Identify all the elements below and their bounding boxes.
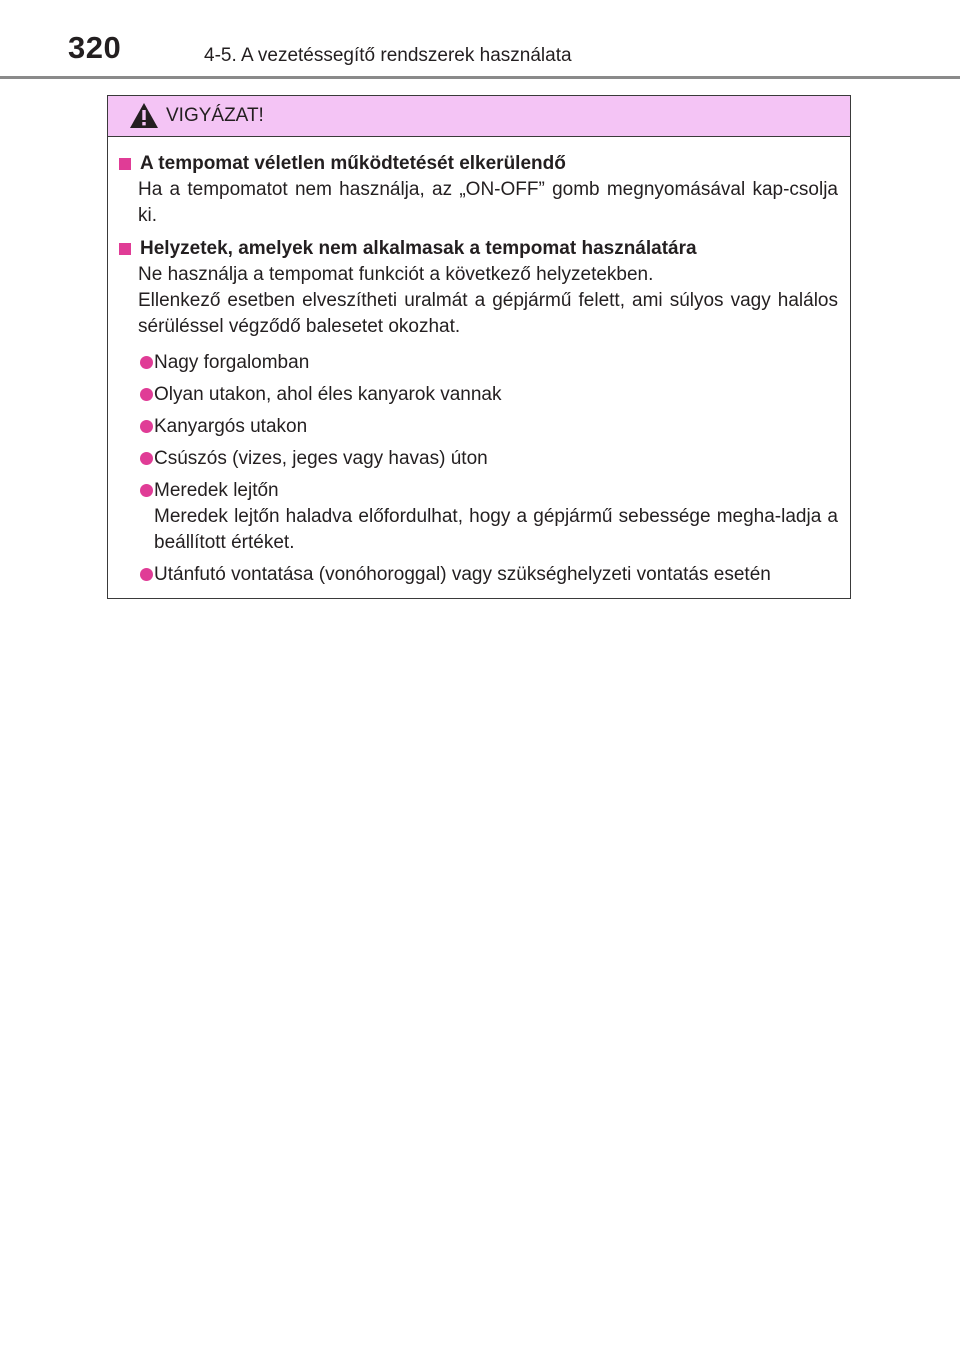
list-item [118, 562, 838, 588]
list-item [118, 414, 838, 440]
list-item [118, 350, 838, 376]
list-item [118, 478, 838, 556]
circle-bullet-icon [140, 420, 153, 433]
page-header [0, 0, 960, 82]
list-item-text: Olyan utakon, ahol éles kanyarok vannak [154, 384, 502, 405]
section-paragraph: Ellenkező esetben elveszítheti uralmát a gépjármű felett, ami súlyos vagy halálos sérüléssel végződő balesetet okozhat. [138, 290, 838, 337]
list-item [118, 446, 838, 472]
square-bullet-icon [119, 243, 131, 255]
section-heading-text: Helyzetek, amelyek nem alkalmasak a tempomat használatára [140, 238, 697, 259]
list-item-text: Kanyargós utakon [154, 416, 308, 437]
section-paragraph: Ne használja a tempomat funkciót a következő helyzetekben. [138, 264, 654, 285]
square-bullet-icon [119, 158, 131, 170]
circle-bullet-icon [140, 484, 153, 497]
header-rule [0, 76, 960, 79]
list-item-text: Csúszós (vizes, jeges vagy havas) úton [154, 448, 488, 469]
page-number: 320 [68, 30, 122, 65]
section-heading [118, 151, 838, 177]
section-title: 4-5. A vezetéssegítő rendszerek használata [204, 45, 572, 66]
caution-body [108, 137, 850, 588]
circle-bullet-icon [140, 356, 153, 369]
section-heading-text: A tempomat véletlen működtetését elkerülendő [140, 153, 566, 174]
list-item-text: Utánfutó vontatása (vonóhoroggal) vagy szükséghelyzeti vontatás esetén [154, 564, 771, 585]
circle-bullet-icon [140, 388, 153, 401]
circle-bullet-icon [140, 568, 153, 581]
circle-bullet-icon [140, 452, 153, 465]
warning-triangle-icon [129, 102, 159, 129]
list-item-detail: Meredek lejtőn haladva előfordulhat, hogy a gépjármű sebessége megha-ladja a beállított értéket. [154, 506, 838, 553]
caution-title: VIGYÁZAT! [166, 105, 264, 126]
list-item [118, 382, 838, 408]
caution-box [107, 95, 851, 599]
list-item-text: Meredek lejtőn [154, 480, 279, 501]
caution-header [108, 96, 850, 137]
section-heading [118, 236, 838, 262]
list-item-text: Nagy forgalomban [154, 352, 310, 373]
section-paragraph: Ha a tempomatot nem használja, az „ON-OFF” gomb megnyomásával kap-csolja ki. [138, 179, 838, 226]
